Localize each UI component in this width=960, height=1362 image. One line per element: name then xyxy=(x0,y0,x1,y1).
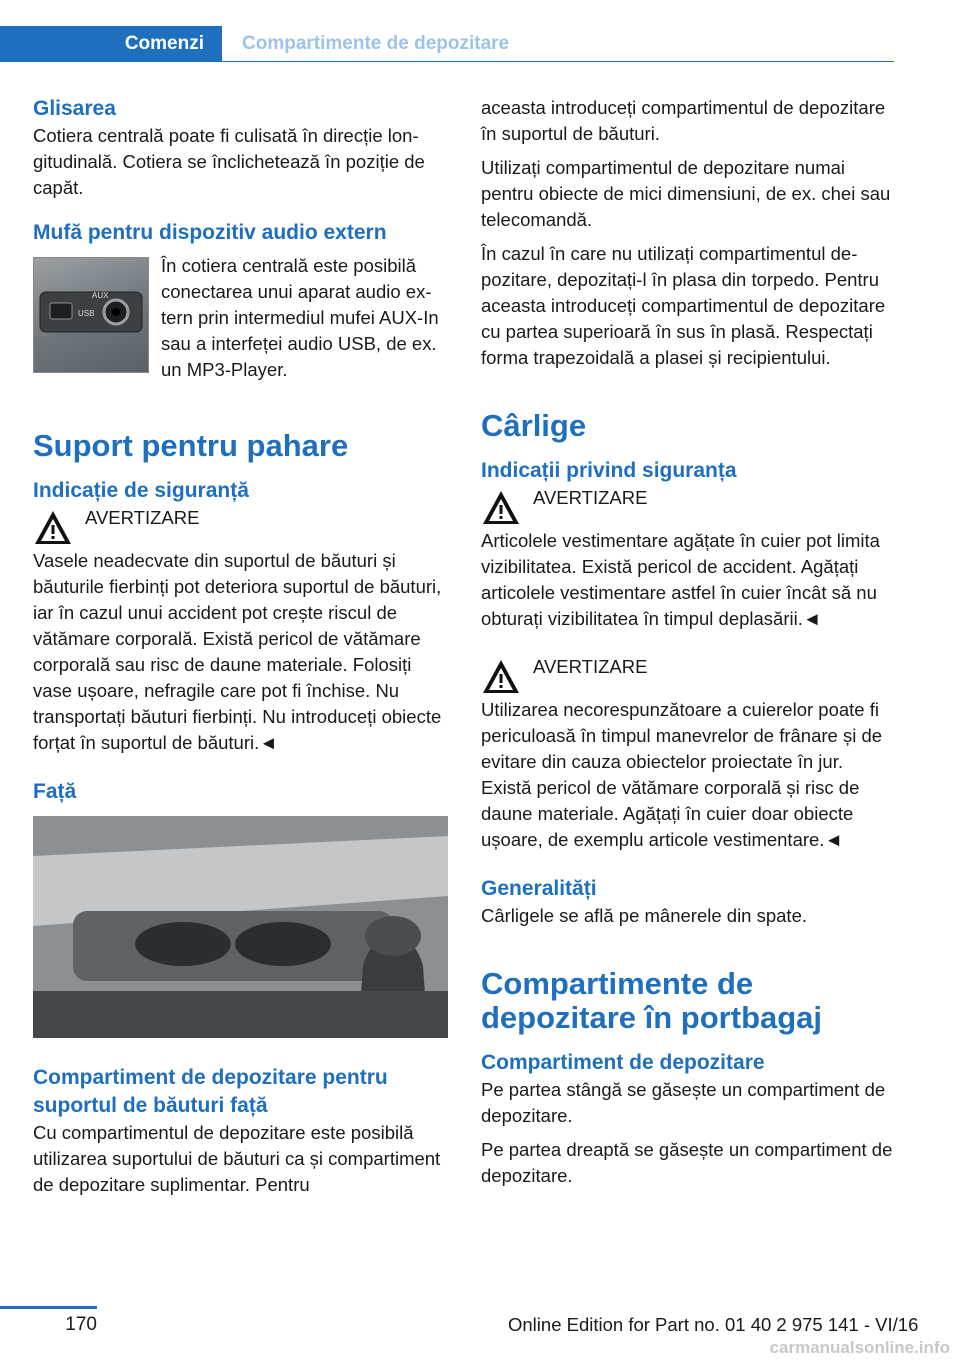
text-front-storage: Cu compartimentul de depozitare este posibilă utilizarea suportului de băuturi ca și compartiment de depozitare suplimentar. Pentru xyxy=(33,1122,441,1195)
heading-front: Față xyxy=(33,780,77,803)
edition-text: Online Edition for Part no. 01 40 2 975 141 - VI/16 xyxy=(508,1314,919,1335)
cupholder-photo-illustration xyxy=(33,816,448,1038)
header-title: Compartimente de depozitare xyxy=(242,33,510,54)
photo-label-usb: USB xyxy=(78,309,95,318)
warning-triangle-icon xyxy=(33,508,73,548)
heading-hooks-general: Generalități xyxy=(481,877,597,900)
heading-trunk: Compartimente de depozitare în portbagaj xyxy=(481,966,823,1035)
footer-bar xyxy=(0,1306,97,1309)
text-hooks-general: Cârligele se află pe mânerele din spate. xyxy=(481,905,807,926)
text-cupholder-warning: Vasele neadecvate din suportul de băuturi și băuturile fierbinți pot deteriora suportul de băuturi, iar în cazul unui accident pot crește riscul de vătămare corporală. Există pericol de vătămare corporală sau risc de daune materiale. Folosiți vase ușoare, nefragile care pot fi închise. Nu transportați băuturi fierbinți. Nu introduceți obiecte forțat în suportul de băuturi.◄ xyxy=(33,550,442,753)
heading-front-storage: Compartiment de depozitare pentru suportul de băuturi față xyxy=(33,1066,388,1117)
aux-media-row xyxy=(33,253,448,383)
text-glisarea: Cotiera centrală poate fi culisată în direcție longitudinală. Cotiera se înclichetează în poziție de capăt. xyxy=(33,125,425,198)
aux-usb-photo xyxy=(33,257,149,373)
text-continued-3: În cazul în care nu utilizați compartimentul depozitare, depozitați-l în plasa din torpedo. Pentru aceasta introduceți compartimentul de depozitare cu partea superioară în sus în plasă. Respectați forma trapezoidală a plasei și recipientului. xyxy=(481,243,886,368)
hooks-warning-2 xyxy=(481,654,896,697)
text-trunk-right: Pe partea dreaptă se găsește un compartiment de depozitare. xyxy=(481,1139,893,1186)
text-trunk-left: Pe partea stângă se găsește un compartiment de depozitare. xyxy=(481,1079,886,1126)
watermark: carmanualsonline.info xyxy=(769,1338,950,1357)
page-footer xyxy=(0,1300,960,1362)
header-rule xyxy=(222,61,894,62)
heading-glisarea: Glisarea xyxy=(33,97,116,120)
text-hooks-warning-2: Utilizarea necorespunzătoare a cuierelor poate fi periculoasă în timpul manevrelor de frânare și de evitare din cauza obiectelor proiectate în jur. Există pericol de vătămare corporală și risc de daune materiale. Agățați în cuier doar obiecte ușoare, de exemplu articole vestimentare.◄ xyxy=(481,699,883,850)
section-tab: Comenzi xyxy=(0,26,222,62)
text-continued-2: Utilizați compartimentul de depozitare numai pentru obiecte de mici dimensiuni, de ex. chei sau telecomandă. xyxy=(481,157,891,230)
warning-triangle-icon xyxy=(481,488,521,528)
warning-label: AVERTIZARE xyxy=(533,656,648,677)
front-cupholder-photo xyxy=(33,816,448,1038)
right-column xyxy=(481,95,896,1197)
heading-aux: Mufă pentru dispozitiv audio extern xyxy=(33,221,387,244)
heading-cupholder: Suport pentru pahare xyxy=(33,428,349,463)
heading-trunk-storage: Compartiment de depozitare xyxy=(481,1051,765,1074)
left-column xyxy=(33,95,448,1206)
page-number: 170 xyxy=(65,1314,97,1335)
heading-hooks: Cârlige xyxy=(481,408,587,443)
heading-cupholder-safety: Indicație de siguranță xyxy=(33,479,249,502)
warning-triangle-icon xyxy=(481,657,521,697)
warning-label: AVERTIZARE xyxy=(85,507,200,528)
warning-label: AVERTIZARE xyxy=(533,487,648,508)
cupholder-warning xyxy=(33,505,448,548)
page-header xyxy=(0,0,960,62)
hooks-warning-1 xyxy=(481,485,896,528)
usb-aux-socket-icon xyxy=(34,258,148,372)
text-hooks-warning-1: Articolele vestimentare agățate în cuier pot limita vizibilitatea. Există pericol de accident. Agățați articolele vestimentare astfel în cuier încât să nu obturați vizibilitatea în timpul deplasării.◄ xyxy=(481,530,880,629)
heading-hooks-safety: Indicații privind siguranța xyxy=(481,459,737,482)
text-continued-1: aceasta introduceți compartimentul de depozitare în suportul de băuturi. xyxy=(481,97,886,144)
photo-label-aux: AUX xyxy=(92,291,109,300)
text-aux: În cotiera centrală este posibilă conectarea unui aparat audio extern prin intermediul mufei AUX-In sau a interfeței audio USB, de ex. un MP3-Player. xyxy=(161,255,439,380)
